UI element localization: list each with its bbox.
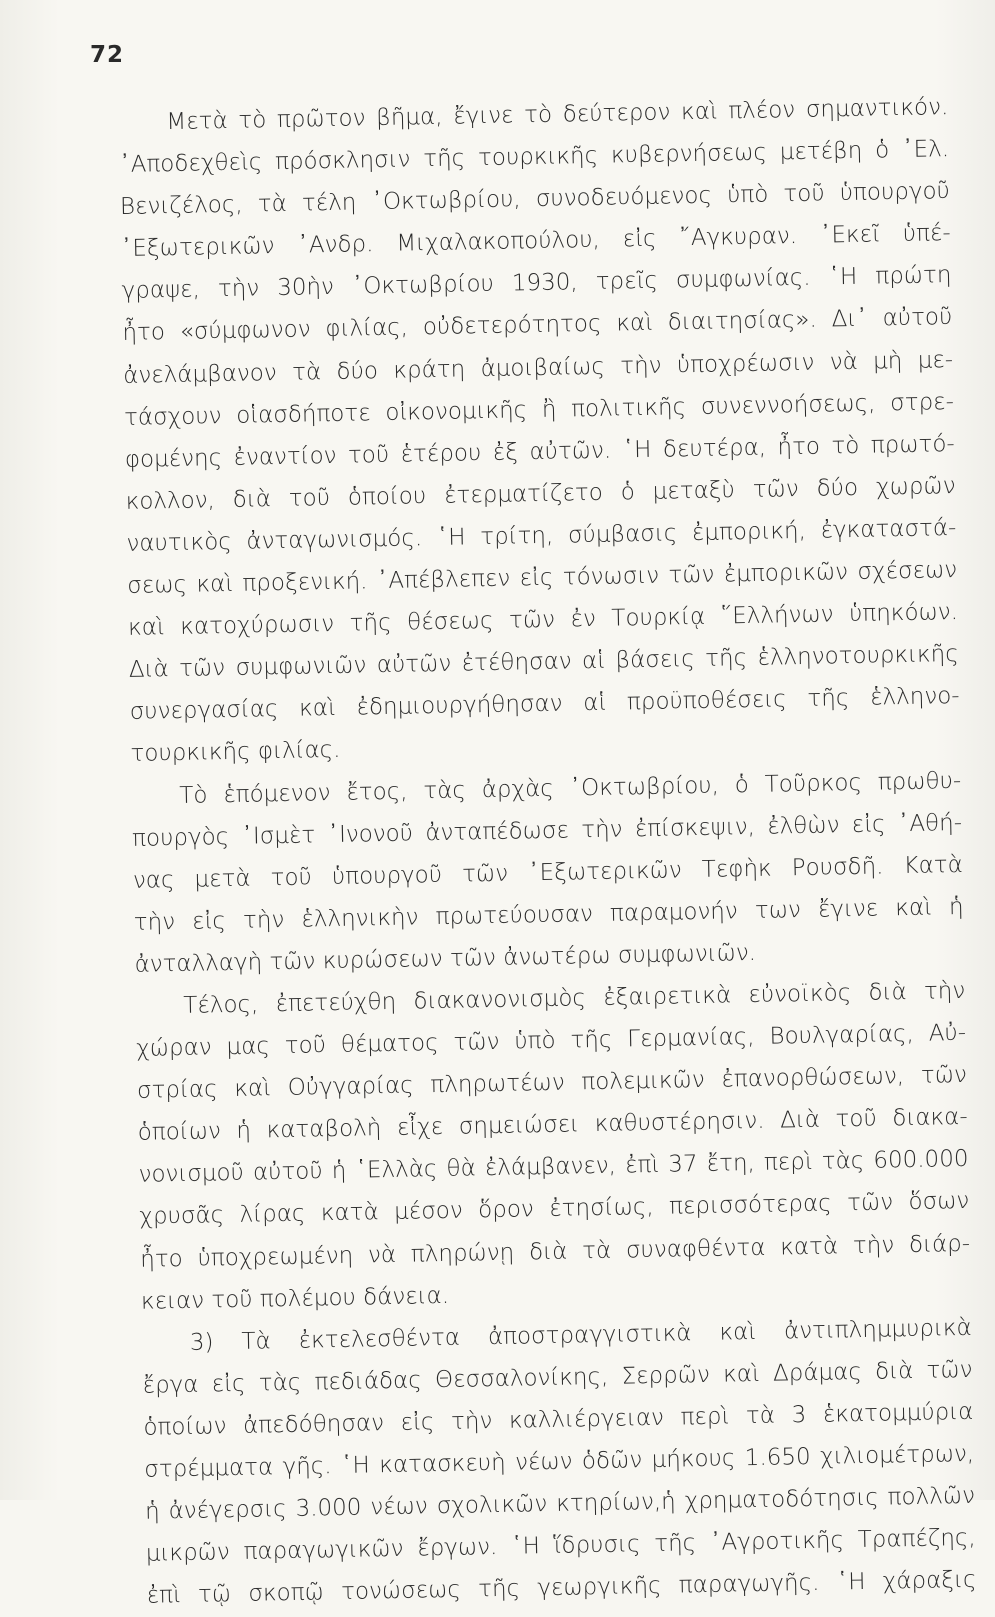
text-line: πουργὸς ᾿Ισμὲτ ᾿Ινονοῦ ἀνταπέδωσε τὴν ἐπίσκεψιν, ἐλθὼν εἰς ᾿Αθή- (131, 809, 963, 852)
text-line: νας μετὰ τοῦ ὑπουργοῦ τῶν ᾿Εξωτερικῶν Τεφὴκ Ρουσδῆ. Κατὰ (132, 851, 964, 894)
text-line: ἦτο «σύμφωνον φιλίας, οὐδετερότητος καὶ διαιτησίας». Δι᾿ αὐτοῦ (122, 304, 953, 347)
text-line: ἀνταλλαγὴ τῶν κυρώσεων τῶν ἀνωτέρω συμφωνιῶν. (134, 939, 757, 978)
text-line: γραψε, τὴν 30ὴν ᾿Οκτωβρίου 1930, τρεῖς συμφωνίας. ῾Η πρώτη (121, 262, 952, 305)
text-line: ναυτικὸς ἀνταγωνισμός. ῾Η τρίτη, σύμβασις ἐμπορική, ἐγκαταστά- (126, 514, 957, 557)
text-line: τάσχουν οἱασδήποτε οἰκονομικῆς ἢ πολιτικῆς συνεννοήσεως, στρε- (123, 388, 955, 431)
text-line: μικρῶν παραγωγικῶν ἔργων. ῾Η ἵδρυσις τῆς ᾿Αγροτικῆς Τραπέζης, (145, 1524, 976, 1567)
text-line: 3) Τὰ ἐκτελεσθέντα ἀποστραγγιστικὰ καὶ ἀντιπλημμυρικὰ (189, 1314, 972, 1356)
text-line: τὴν εἰς τὴν ἑλληνικὴν πρωτεύουσαν παραμονήν των ἔγινε καὶ ἡ (133, 893, 964, 936)
text-line: ἀνελάμβανον τὰ δύο κράτη ἀμοιβαίως τὴν ὑποχρέωσιν νὰ μὴ με- (123, 346, 954, 389)
text-line: κολλον, διὰ τοῦ ὁποίου ἐτερματίζετο ὁ μεταξὺ τῶν δύο χωρῶν (125, 472, 956, 515)
text-line: Τὸ ἑπόμενον ἔτος, τὰς ἀρχὰς ᾿Οκτωβρίου, ὁ Τοῦρκος πρωθυ- (179, 767, 962, 809)
text-line: χρυσᾶς λίρας κατὰ μέσον ὅρον ἐτησίως, περισσότερας τῶν ὅσων (139, 1188, 970, 1231)
text-line: ἦτο ὑποχρεωμένη νὰ πληρώνῃ διὰ τὰ συναφθέντα κατὰ τὴν διάρ- (139, 1230, 971, 1273)
body-text (118, 86, 977, 1617)
text-line: ἡ ἀνέγερσις 3.000 νέων σχολικῶν κτηρίων,ἡ χρηματοδότησις πολλῶν (144, 1482, 976, 1525)
text-line: ᾿Εξωτερικῶν ᾿Ανδρ. Μιχαλακοπούλου, εἰς ῎Αγκυραν. ᾿Εκεῖ ὑπέ- (120, 220, 951, 263)
text-line: στρίας καὶ Οὐγγαρίας πληρωτέων πολεμικῶν ἐπανορθώσεων, τῶν (136, 1062, 968, 1104)
text-line: ᾿Αποδεχθεὶς πρόσκλησιν τῆς τουρκικῆς κυβερνήσεως μετέβη ὁ ᾿Ελ. (118, 136, 950, 179)
text-line: καὶ κατοχύρωσιν τῆς θέσεως τῶν ἐν Τουρκίᾳ ῞Ελλήνων ὑπηκόων. (127, 599, 959, 642)
text-line: φομένης ἐναντίον τοῦ ἑτέρου ἐξ αὐτῶν. ῾Η δευτέρα, ἦτο τὸ πρωτό- (124, 430, 955, 473)
text-line: ἐπὶ τῷ σκοπῷ τονώσεως τῆς γεωργικῆς παραγωγῆς. ῾Η χάραξις (146, 1567, 977, 1610)
text-line: στρέμματα γῆς. ῾Η κατασκευὴ νέων ὁδῶν μήκους 1.650 χιλιομέτρων, (144, 1440, 975, 1483)
text-line: συνεργασίας καὶ ἐδημιουργήθησαν αἱ προϋποθέσεις τῆς ἑλληνο- (129, 683, 960, 726)
text-line: Μετὰ τὸ πρῶτον βῆμα, ἔγινε τὸ δεύτερον καὶ πλέον σημαντικόν. (166, 94, 949, 136)
text-line: Βενιζέλος, τὰ τέλη ᾿Οκτωβρίου, συνοδευόμενος ὑπὸ τοῦ ὑπουργοῦ (119, 178, 951, 221)
page-number: 72 (90, 42, 125, 68)
text-line: κειαν τοῦ πολέμου δάνεια. (140, 1282, 450, 1315)
text-line: Διὰ τῶν συμφωνιῶν αὐτῶν ἐτέθησαν αἱ βάσεις τῆς ἑλληνοτουρκικῆς (128, 641, 960, 684)
text-line: Τέλος, ἐπετεύχθη διακανονισμὸς ἐξαιρετικὰ εὐνοϊκὸς διὰ τὴν (183, 977, 966, 1019)
text-line: ἔργα εἰς τὰς πεδιάδας Θεσσαλονίκης, Σερρῶν καὶ Δράμας διὰ τῶν (142, 1356, 973, 1399)
text-line: χώραν μας τοῦ θέματος τῶν ὑπὸ τῆς Γερμανίας, Βουλγαρίας, Αὐ- (135, 1019, 967, 1062)
text-line: νονισμοῦ αὐτοῦ ἡ ῾Ελλὰς θὰ ἐλάμβανεν, ἐπὶ 37 ἔτη, περὶ τὰς 600.000 (138, 1146, 969, 1189)
text-line: σεως καὶ προξενική. ᾿Απέβλεπεν εἰς τόνωσιν τῶν ἐμπορικῶν σχέσεων (127, 557, 958, 599)
text-line: ὁποίων ἀπεδόθησαν εἰς τὴν καλλιέργειαν περὶ τὰ 3 ἑκατομμύρια (143, 1398, 974, 1441)
text-line: ὁποίων ἡ καταβολὴ εἶχε σημειώσει καθυστέρησιν. Διὰ τοῦ διακα- (137, 1104, 968, 1147)
text-line: τουρκικῆς φιλίας. (130, 737, 341, 768)
